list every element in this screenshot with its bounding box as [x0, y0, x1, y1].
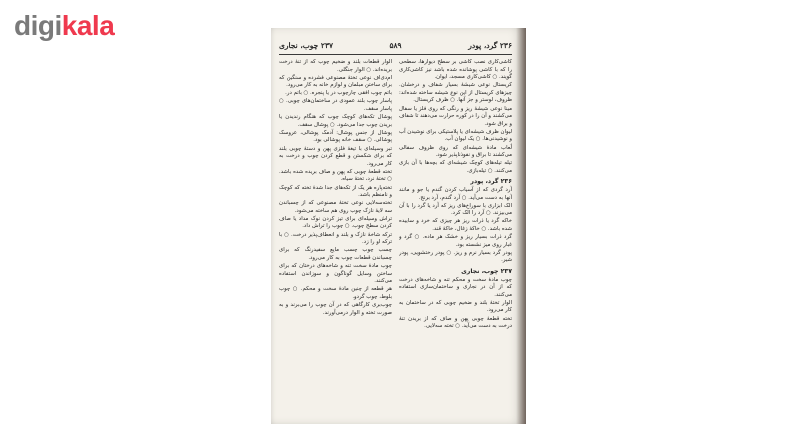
dictionary-entry: ترکه شاخهٔ نازک و بلند و انعطاف‌پذیر درخت. ○ با ترکه او را زد. [279, 231, 392, 246]
dictionary-entry: پودر گرد بسیار نرم و ریز. ○ پودر رختشویی، پودر شیر. [399, 249, 512, 264]
dictionary-entry: کاشی‌کاری نصب کاشی بر سطح دیوارها، سطحی را که با کاشی پوشانده شده باشد نیز کاشی‌کاری گویند. ○ کاشی‌کاری مسجد، ایوان. [399, 59, 512, 81]
dictionary-entry: تراش وسیله‌ای برای تیز کردن نوک مداد یا صاف کردن سطح چوب. ○ چوب را تراش داد. [279, 215, 392, 230]
page-number: ۵۸۹ [389, 41, 402, 50]
dictionary-entry: چوب مادهٔ سخت و محکم تنه و شاخه‌های درخت که از آن در نجاری و ساختمان‌سازی استفاده می‌کنند. [399, 276, 512, 298]
dictionary-entry: مینا نوعی شیشهٔ ریز و رنگی که روی فلز یا سفال می‌کشند و آن را در کوره حرارت می‌دهند تا شفاف و براق شود. [399, 105, 512, 127]
dictionary-entry: لُعاب مادهٔ شیشه‌ای که روی ظروف سفالی می‌کشند تا براق و نفوذناپذیر شود. [399, 144, 512, 159]
logo-main-text: digi [14, 10, 62, 41]
logo-accent-text: kala [61, 10, 115, 41]
dictionary-entry: باتم چوب افقی چارچوب در یا پنجره. ○ باتم در. [285, 90, 392, 97]
dictionary-entry: الوار قطعات بلند و ضخیم چوب که از تنهٔ درخت بریده‌اند. ○ الوار جنگلی. [279, 59, 392, 73]
dictionary-entry: پاسار چوب بلند عمودی در ساختمان‌های چوبی. ○ پاسار سقف. [279, 98, 392, 113]
text-column-left [279, 59, 392, 414]
text-column-right [399, 59, 512, 414]
page-header [279, 41, 512, 55]
dictionary-entry: ام‌دی‌اف نوعی تختهٔ مصنوعی فشرده و سنگین که برای ساختن مبلمان و لوازم خانه به کار می‌رود. [279, 74, 392, 89]
dictionary-entry: چوب‌بری کارگاهی که در آن چوب را می‌برند و به صورت تخته و الوار درمی‌آورند. [279, 301, 392, 316]
section-heading: ۲۳۶ گرد، پودر [470, 178, 512, 186]
dictionary-entry: الک ابزاری با سوراخ‌های ریز که آرد یا گرد را با آن می‌بیزند. ○ آرد را الک کرد. [399, 202, 512, 217]
header-left-title: ۲۳۷ چوب، نجاری [279, 41, 334, 50]
dictionary-entry: تخته‌پاره هر یک از تکه‌های جدا شدهٔ تخته که کوچک و نامنظم باشد. [279, 184, 392, 199]
dictionary-entry: پوشال تکه‌های کوچک چوب که هنگام رندیدن یا بریدن چوب جدا می‌شود. ○ پوشال سقف. [279, 114, 392, 128]
dictionary-entry: خاکه گرد یا ذرات ریز هر چیزی که خرد و ساییده شده باشد. ○ خاکهٔ زغال، خاکهٔ قند. [399, 218, 512, 232]
dictionary-entry: پوشال از جنس پوشال: آدمک پوشالی، عروسک پوشالی. ○ سقف خانه پوشالی بود. [279, 129, 392, 144]
dictionary-entry: کریستال نوعی شیشهٔ بسیار شفاف و درخشان. چیزهای کریستال از این نوع شیشه ساخته شده‌اند: ظروف، لوستر و جز آنها. ○ ظرف کریستال. [399, 82, 512, 104]
page-spine-shadow [516, 28, 526, 424]
dictionary-entry: الوار تختهٔ بلند و ضخیم چوبی که در ساختمان به کار می‌رود. [399, 299, 512, 314]
dictionary-entry: تخته قطعهٔ چوبی که پهن و صاف بریده شده باشد. ○ تختهٔ نرد، تختهٔ سیاه. [279, 168, 392, 183]
dictionary-entry: تخته‌سه‌لایی نوعی تختهٔ مصنوعی که از چسباندن سه لایهٔ نازک چوب روی هم ساخته می‌شود. [279, 200, 392, 214]
dictionary-entry: چسب چوب چسب مایع سفیدرنگ که برای چسباندن قطعات چوب به کار می‌رود. [279, 247, 392, 261]
dictionary-entry: تخته قطعهٔ چوبی پهن و صاف که از بریدن تنهٔ درخت به دست می‌آید. ○ تخته سه‌لایی. [399, 315, 512, 330]
book-page-image [271, 28, 526, 424]
dictionary-entry: تیله تیله‌های کوچک شیشه‌ای که بچه‌ها با آن بازی می‌کنند. ○ تیله‌بازی. [399, 160, 512, 174]
section-heading: ۲۳۷ چوب، نجاری [461, 267, 512, 275]
dictionary-entry: آرد گردی که از آسیاب کردن گندم یا جو و مانند آنها به دست می‌آید. ○ آرد گندم، آرد برنج. [399, 187, 512, 201]
dictionary-entry: لیوان ظرف شیشه‌ای یا پلاستیکی برای نوشیدن آب و نوشیدنی‌ها. ○ یک لیوان آب. [399, 128, 512, 143]
dictionary-entry: چوب مادهٔ سخت تنه و شاخه‌های درختان که برای ساختن وسایل گوناگون و سوزاندن استفاده می‌کنند. [279, 262, 392, 285]
header-right-title: ۲۳۶ گرد، پودر [468, 41, 512, 50]
dictionary-entry: هر قطعه از چنین مادهٔ سخت و محکم. ○ چوب بلوط، چوب گردو. [279, 286, 392, 300]
digikala-logo[interactable] [14, 10, 114, 42]
header-rule [279, 54, 512, 55]
dictionary-entry: گرد ذرات بسیار ریز و خشک هر ماده. ○ گرد و غبار روی میز نشسته بود. [399, 234, 512, 248]
dictionary-entry: تبر وسیله‌ای با تیغهٔ فلزی پهن و دستهٔ چوبی بلند که برای شکستن و قطع کردن چوب و درخت به کار می‌رود. [279, 145, 392, 167]
